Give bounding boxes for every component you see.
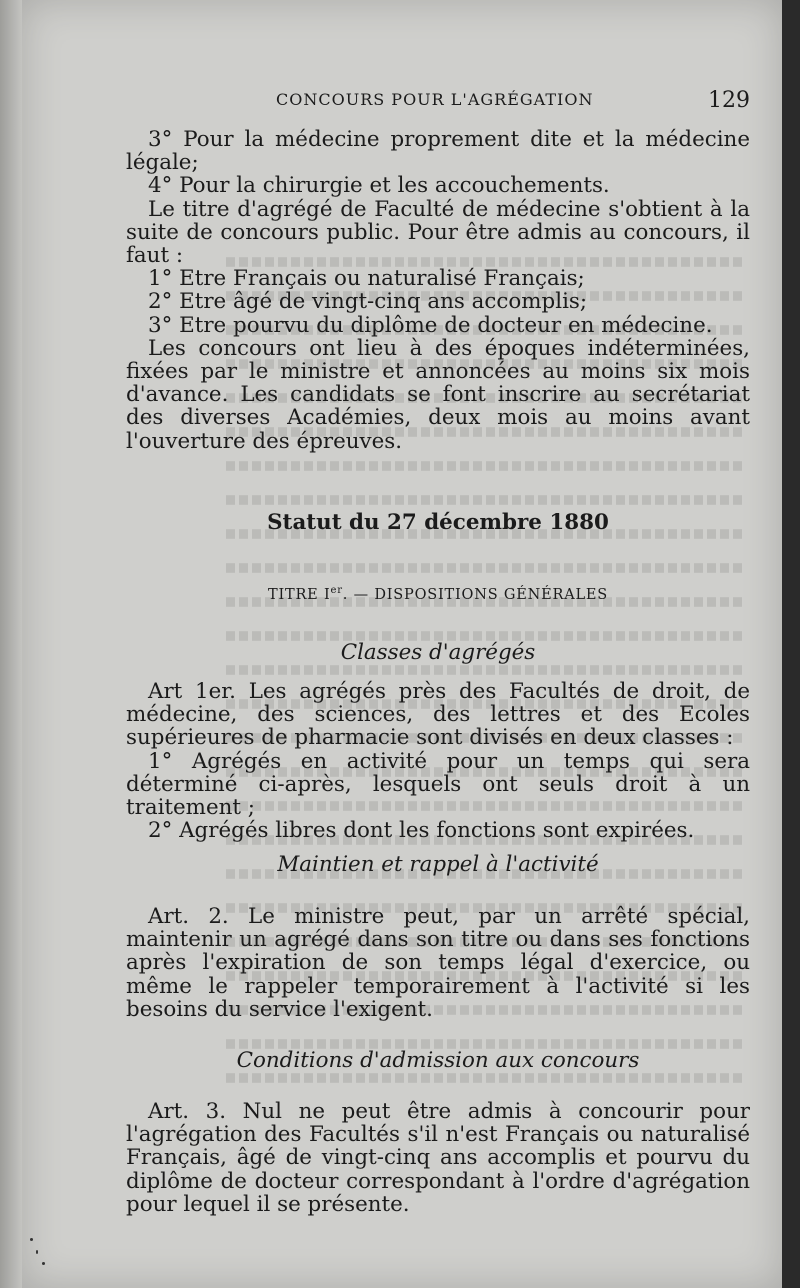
paragraph: Art 1er. Les agrégés près des Facultés de droit, de médecine, des sciences, des lettres et des Ecoles supérieures de pharmacie sont divisés en deux classes :	[126, 679, 750, 751]
paragraph: 3° Etre pourvu du diplôme de docteur en médecine.	[148, 312, 713, 338]
page-header	[126, 88, 750, 114]
ink-speck	[30, 1238, 33, 1241]
paragraph: Les concours ont lieu à des époques indéterminées, fixées par le ministre et annoncées au moins six mois d'avance. Les candidats se font inscrire au secrétariat des diverses Académies, deux mois au moins avant l'ouverture des épreuves.	[126, 335, 750, 454]
paragraph: Le titre d'agrégé de Faculté de médecine s'obtient à la suite de concours public. Pour être admis au concours, il faut :	[126, 196, 750, 269]
titre-prefix: TITRE I	[267, 586, 331, 603]
paragraph: Art. 3. Nul ne peut être admis à concourir pour l'agrégation des Facultés s'il n'est Français ou naturalisé Français, âgé de vingt-cinq ans accomplis et pourvu du diplôme de docteur correspondant à l'ordre d'agrégation pour lequel il se présente.	[126, 1099, 750, 1217]
statute-title: Statut du 27 décembre 1880	[267, 510, 609, 535]
article-block	[126, 1100, 750, 1216]
paragraph: 1° Agrégés en activité pour un temps qui sera déterminé ci-après, lesquels ont seuls droit à un traitement ;	[126, 748, 750, 821]
section-heading: Classes d'agrégés	[340, 640, 536, 665]
paragraph: 2° Agrégés libres dont les fonctions sont expirées.	[148, 818, 695, 844]
page-gutter	[0, 0, 22, 1288]
titre-heading	[126, 585, 750, 603]
section-heading: Maintien et rappel à l'activité	[277, 852, 599, 877]
titre-suffix: . — DISPOSITIONS GÉNÉRALES	[342, 586, 609, 603]
ink-speck	[36, 1250, 38, 1254]
paragraph: 3° Pour la médecine proprement dite et la médecine légale;	[126, 127, 750, 176]
section-heading: Conditions d'admission aux concours	[236, 1048, 640, 1073]
paragraph: 2° Etre âgé de vingt-cinq ans accomplis;	[148, 289, 588, 315]
page-edge-shadow	[782, 0, 800, 1288]
paragraph: 4° Pour la chirurgie et les accouchements.	[148, 173, 610, 199]
scanned-page	[22, 0, 782, 1288]
page-number: 129	[708, 88, 750, 113]
paragraph: 1° Etre Français ou naturalisé Français;	[148, 266, 585, 292]
titre-sup: er	[330, 585, 343, 596]
running-title: CONCOURS POUR L'AGRÉGATION	[276, 90, 594, 109]
article-block	[126, 905, 750, 1021]
ink-speck	[42, 1262, 45, 1265]
intro-text	[126, 128, 750, 453]
article-block	[126, 680, 750, 842]
paragraph: Art. 2. Le ministre peut, par un arrêté spécial, maintenir un agrégé dans son titre ou dans ses fonctions après l'expiration de son temps légal d'exercice, ou même le rappeler temporairement à l'activité si les besoins du service l'exigent.	[126, 904, 750, 1022]
